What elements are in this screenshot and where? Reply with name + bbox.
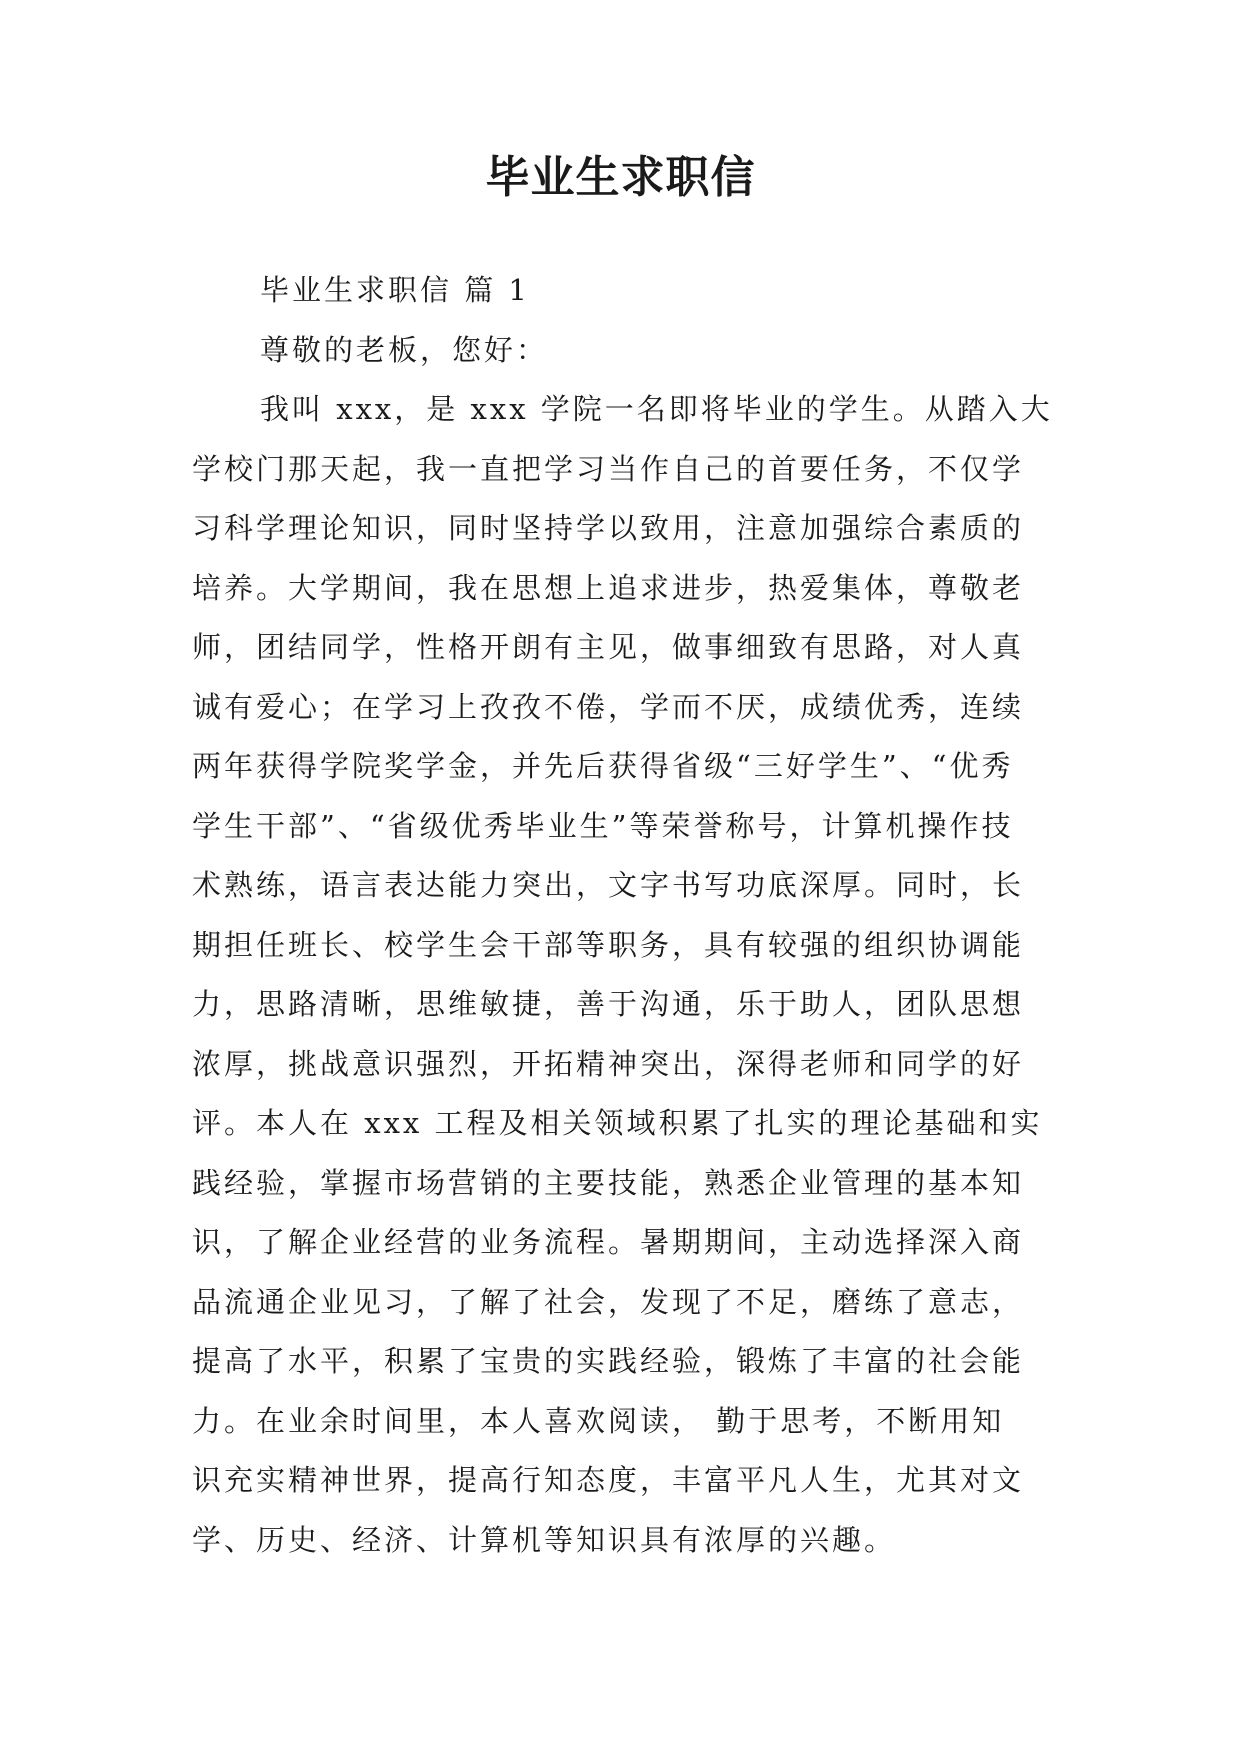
paragraph-line: 识充实精神世界，提高行知态度，丰富平凡人生，尤其对文	[192, 1463, 1025, 1497]
paragraph-line: 力，思路清晰，思维敏捷，善于沟通，乐于助人，团队思想	[192, 987, 1025, 1021]
paragraph-line: 术熟练，语言表达能力突出，文字书写功底深厚。同时，长	[192, 868, 1025, 902]
document-body	[192, 261, 1062, 1570]
paragraph-line: 师，团结同学，性格开朗有主见，做事细致有思路，对人真	[192, 630, 1025, 664]
paragraph-line: 学、历史、经济、计算机等知识具有浓厚的兴趣。	[192, 1522, 897, 1557]
paragraph-line: 学生干部”、“省级优秀毕业生”等荣誉称号，计算机操作技	[192, 808, 1014, 843]
paragraph-line: 我叫 xxx，是 xxx 学院一名即将毕业的学生。从踏入大	[260, 392, 1053, 426]
paragraph-line: 期担任班长、校学生会干部等职务，具有较强的组织协调能	[192, 927, 1025, 962]
body-paragraph	[192, 380, 1062, 1570]
paragraph-line: 提高了水平，积累了宝贵的实践经验，锻炼了丰富的社会能	[192, 1344, 1025, 1378]
paragraph-line: 两年获得学院奖学金，并先后获得省级“三好学生”、“优秀	[192, 749, 1014, 783]
paragraph-line: 诚有爱心；在学习上孜孜不倦，学而不厌，成绩优秀，连续	[192, 689, 1025, 724]
paragraph-line: 浓厚，挑战意识强烈，开拓精神突出，深得老师和同学的好	[192, 1046, 1025, 1081]
paragraph-line: 习科学理论知识，同时坚持学以致用，注意加强综合素质的	[192, 511, 1025, 545]
paragraph-line: 学校门那天起，我一直把学习当作自己的首要任务，不仅学	[192, 451, 1025, 486]
paragraph-line: 培养。大学期间，我在思想上追求进步，热爱集体，尊敬老	[192, 570, 1025, 605]
salutation: 尊敬的老板，您好：	[260, 332, 549, 367]
section-heading: 毕业生求职信 篇 1	[260, 273, 530, 307]
paragraph-line: 践经验，掌握市场营销的主要技能，熟悉企业管理的基本知	[192, 1165, 1025, 1200]
paragraph-line: 评。本人在 xxx 工程及相关领域积累了扎实的理论基础和实	[192, 1106, 1043, 1140]
paragraph-line: 力。在业余时间里，本人喜欢阅读， 勤于思考，不断用知	[192, 1403, 1005, 1438]
paragraph-line: 品流通企业见习，了解了社会，发现了不足，磨练了意志，	[192, 1284, 1025, 1319]
paragraph-line: 识，了解企业经营的业务流程。暑期期间，主动选择深入商	[192, 1225, 1025, 1259]
document-title: 毕业生求职信	[485, 152, 756, 203]
